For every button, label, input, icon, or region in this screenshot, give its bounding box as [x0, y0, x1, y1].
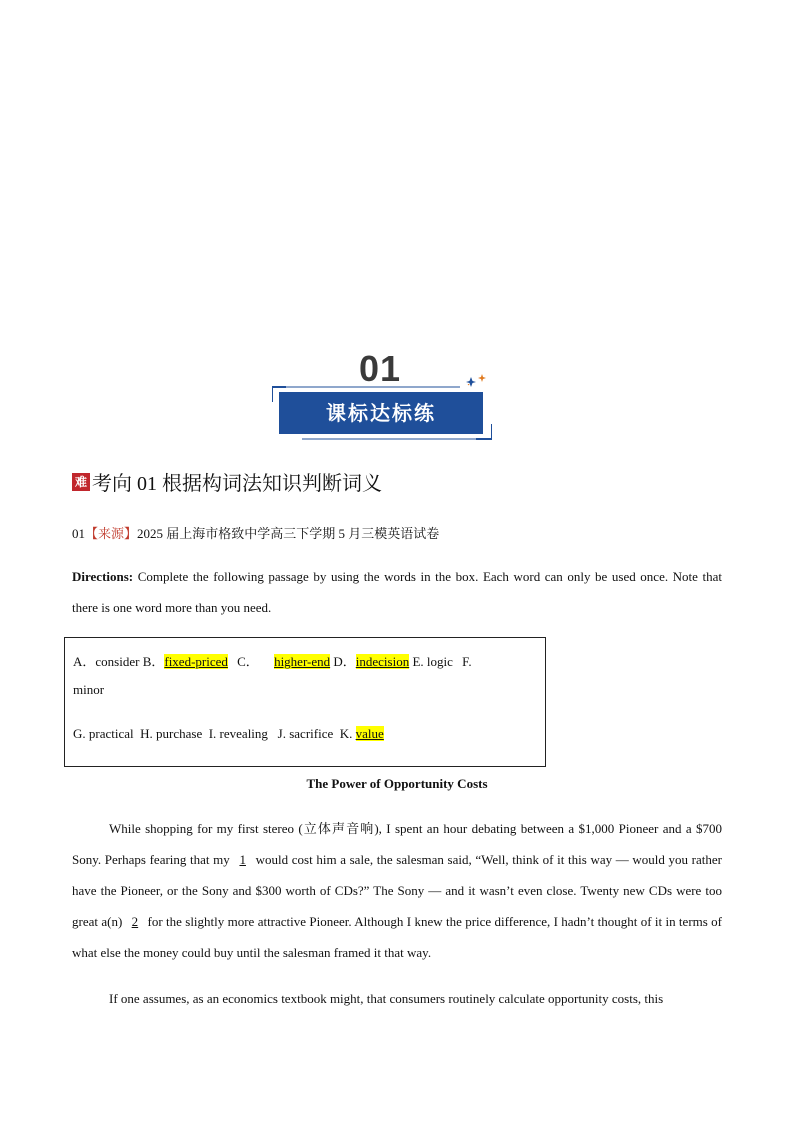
blank-1[interactable]: 1 — [239, 852, 246, 867]
option-f: minor — [73, 682, 105, 697]
options-g-to-k: G. practical H. purchase I. revealing J. sacrifice K. — [73, 726, 356, 741]
paragraph-1-part-3: for the slightly more attractive Pioneer. Although I knew the price difference, I hadn’t thought of it in terms of what else the money could buy until the salesman framed it that way. — [72, 914, 723, 960]
word-box — [64, 637, 546, 767]
source-number: 01 — [72, 526, 85, 541]
option-d: indecision — [355, 654, 410, 669]
option-e: E. logic — [412, 654, 453, 669]
directions-label: Directions: — [72, 569, 134, 584]
passage-title: The Power of Opportunity Costs — [306, 776, 488, 791]
option-f-letter: F. — [462, 654, 472, 669]
section-title: 课标达标练 — [279, 392, 483, 434]
word-box-line-1 — [73, 651, 472, 670]
option-b: fixed-priced — [164, 654, 228, 669]
source-bracket: 【来源】 — [85, 526, 138, 541]
paragraph-2: If one assumes, as an economics textbook might, that consumers routinely calculate opportunity costs, this — [109, 991, 664, 1006]
source-line — [72, 523, 439, 542]
option-k: value — [355, 726, 384, 741]
option-b-letter: B． — [142, 654, 165, 669]
option-c-letter: C． — [237, 654, 259, 669]
word-box-line-2 — [73, 726, 384, 742]
source-text: 2025 届上海市格致中学高三下学期 5 月三模英语试卷 — [137, 526, 440, 541]
option-d-letter: D． — [333, 654, 356, 669]
topic-heading — [72, 467, 382, 496]
blank-2[interactable]: 2 — [131, 914, 139, 929]
difficulty-badge: 难 — [72, 473, 90, 491]
paragraph-1 — [72, 813, 722, 968]
directions — [72, 561, 722, 623]
sparkle-icon — [464, 374, 490, 390]
topic-heading-text: 考向 01 根据构词法知识判断词义 — [92, 473, 382, 495]
option-a: A．consider — [73, 654, 140, 669]
paragraph-1-part-1: While shopping for my first stereo (立体声音响), I spent an hour debating between a $1,000 Pioneer and a $700 Sony. Perhaps fearing that my — [72, 821, 722, 867]
paragraph-1-part-2: would cost him a sale, the salesman said, “Well, think of it this way — would you rather have the Pioneer, or the Sony and $300 worth of CDs?” The Sony — and it wasn’t even close. Twenty new CDs were too great a(n) — [72, 852, 722, 929]
option-c: higher-end — [274, 654, 331, 669]
directions-text: Complete the following passage by using the words in the box. Each word can only be used once. Note that there is one word more than you need. — [72, 569, 722, 615]
section-number: 01 — [358, 348, 402, 389]
